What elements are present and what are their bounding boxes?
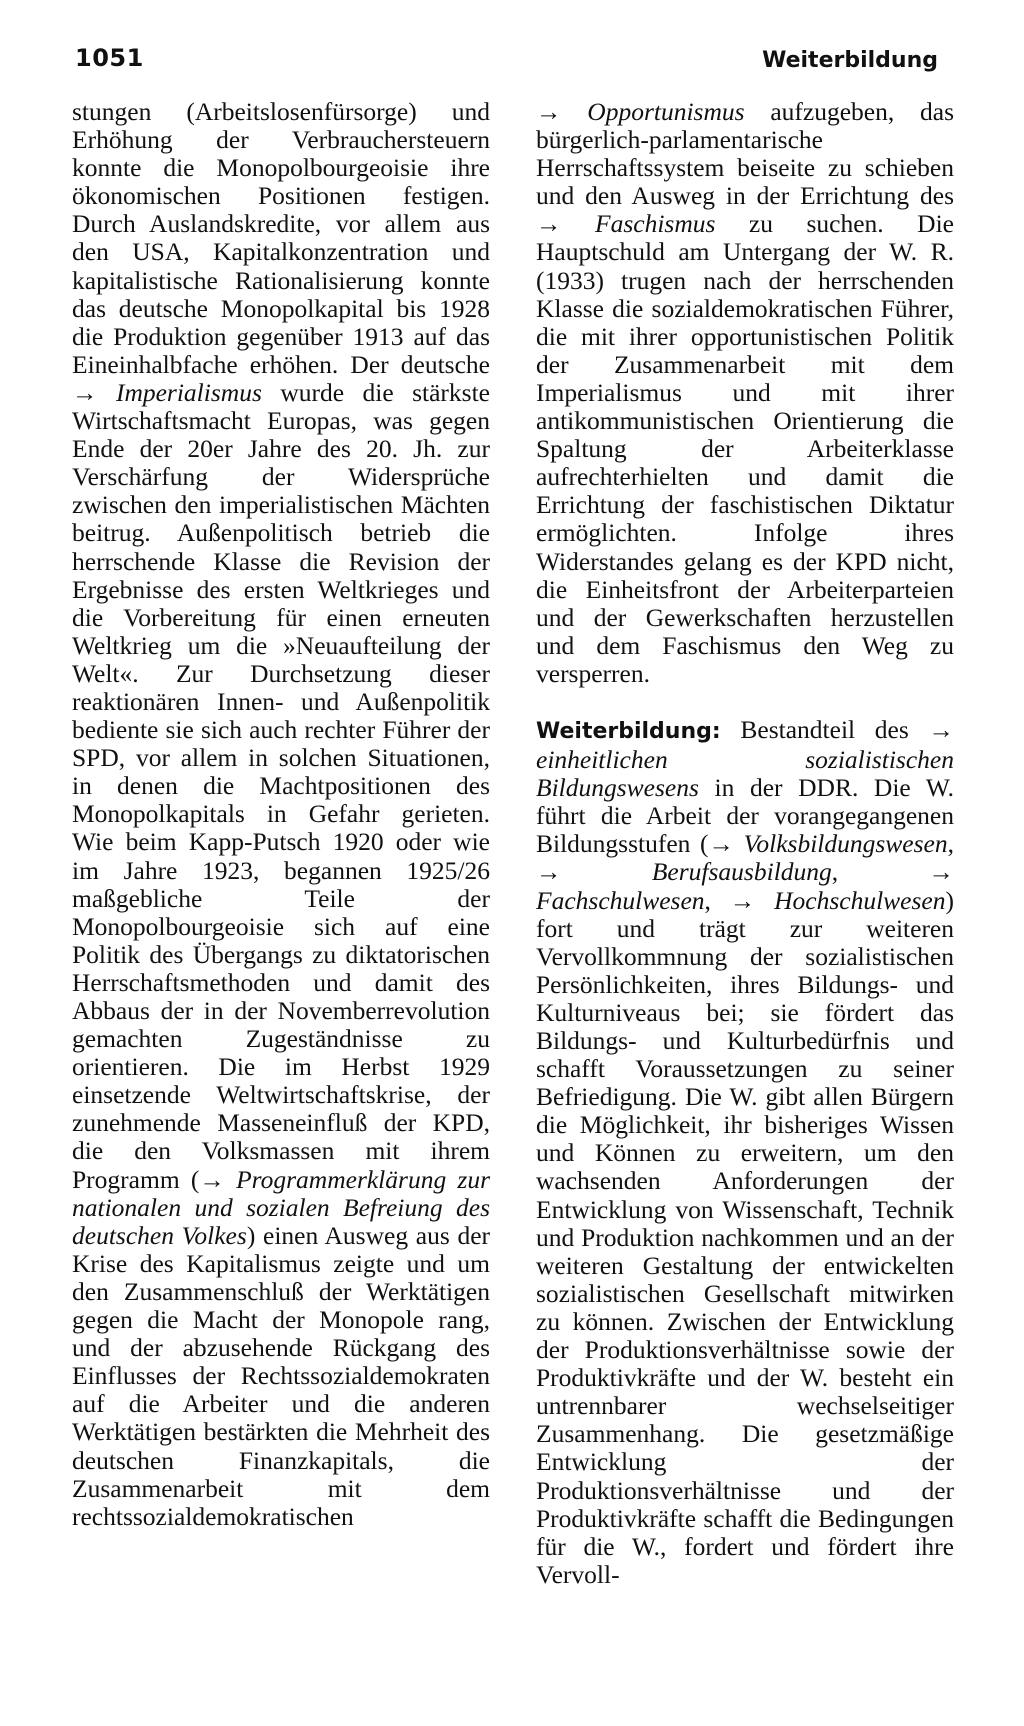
cross-reference: Fachschulwesen (536, 885, 705, 915)
text-run: aufzugeben, das bürgerlich-parlamentarische Herrschaftssystem beiseite zu schieben und den Ausweg in der Errichtung des → (536, 97, 954, 239)
page-number: 1051 (75, 44, 144, 72)
right-column (536, 98, 954, 1589)
text-run: ) fort und trägt zur weiteren Vervollkommnung der sozialistischen Persönlichkeiten, ihres Bildungs- und Kulturniveaus bei; sie fördert das Bildungs- und Kulturbedürfnis und schafft Voraussetzungen zu seiner Befriedigung. Die W. gibt allen Bürgern die Möglichkeit, ihr bisheriges Wissen und Können zu erweitern, um den wachsenden Anforderungen der Entwicklung von Wissenschaft, Technik und Produktion nachkommen und an der weiteren Gestaltung der entwickelten sozialistischen Gesellschaft mitwirken zu können. Zwischen der Entwicklung der Produktionsverhältnisse sowie der Produktivkräfte und der W. besteht ein untrennbarer wechselseitiger Zusammenhang. Die gesetzmäßige Entwicklung der Produktionsverhältnisse und der Produktivkräfte schafft die Bedingungen für die W., fordert und fördert ihre Vervoll- (536, 885, 954, 1589)
left-paragraph (72, 98, 490, 1531)
cross-reference: einheitlichen sozialistischen Bildungswesens (536, 745, 954, 803)
cross-reference: Hochschulwesen (774, 885, 946, 915)
text-run: wurde die stärkste Wirtschaftsmacht Europas, was gegen Ende der 20er Jahre des 20. Jh. zur Verschärfung der Widersprüche zwischen den imperialistischen Mächten beitrug. Außenpolitisch betrieb die herrschende Klasse die Revision der Ergebnisse des ersten Weltkrieges und die Vorbereitung für einen erneuten Weltkrieg um die »Neuaufteilung der Welt«. Zur Durchsetzung dieser reaktionären Innen- und Außenpolitik bediente sie sich auch rechter Führer der SPD, vor allem in solchen Situationen, in denen die Machtpositionen des Monopolkapitals in Gefahr gerieten. Wie beim Kapp-Putsch 1920 oder wie im Jahre 1923, begannen 1925/26 maßgebliche Teile der Monopolbourgeoisie sich auf eine Politik des Übergangs zu diktatorischen Herrschaftsmethoden und damit des Abbaus der in der Novemberrevolution gemachten Zugeständnisse zu orientieren. Die im Herbst 1929 einsetzende Weltwirtschaftskrise, der zunehmende Masseneinfluß der KPD, die den Volksmassen mit ihrem Programm (→ (72, 377, 490, 1194)
text-run: stungen (Arbeitslosenfürsorge) und Erhöhung der Verbrauchersteuern konnte die Monopolbourgeoisie ihre ökonomischen Positionen festigen. Durch Auslandskredite, vor allem aus den USA, Kapitalkonzentration und kapitalistische Rationalisierung konnte das deutsche Monopolkapital bis 1928 die Produktion gegenüber 1913 auf das Eineinhalbfache erhöhen. Der deutsche → (72, 97, 490, 407)
left-column (72, 98, 490, 1531)
text-run: ) einen Ausweg aus der Krise des Kapitalismus zeigte und um den Zusammenschluß der Werktätigen gegen die Macht der Monopole rang, und der abzusehende Rückgang des Einflusses der Rechtssozialdemokraten auf die Arbeiter und die anderen Werktätigen bestärkten die Mehrheit des deutschen Finanzkapitals, die Zusammenarbeit mit dem rechtssozialdemokratischen (72, 1220, 491, 1531)
right-paragraph-continued (536, 98, 954, 688)
entry-headword: Weiterbildung: (536, 718, 721, 744)
cross-reference: Imperialismus (115, 377, 262, 407)
entry-weiterbildung (536, 716, 954, 1589)
cross-reference: Volksbildungswesen (743, 829, 948, 859)
cross-reference: Berufsausbildung (651, 857, 832, 887)
text-run: → (536, 97, 588, 126)
cross-reference: Programmerklärung zur nationalen und sozialen Befreiung des deutschen Volkes (72, 1164, 490, 1250)
running-head: Weiterbildung (762, 48, 938, 73)
text-run: , → (536, 829, 954, 887)
cross-reference: Faschismus (595, 209, 716, 239)
text-run: zu suchen. Die Hauptschuld am Untergang der W. R. (1933) trugen nach der herrschenden Klasse die sozialdemokratischen Führer, die mit ihrer opportunistischen Politik der Zusammenarbeit mit dem Imperialismus und mit ihrer antikommunistischen Orientierung die Spaltung der Arbeiterklasse aufrechterhielten und damit die Errichtung der faschistischen Diktatur ermöglichten. Infolge ihres Widerstandes gelang es der KPD nicht, die Einheitsfront der Arbeiterparteien und der Gewerkschaften herzustellen und dem Faschismus den Weg zu versperren. (536, 209, 954, 688)
text-run: , → (831, 857, 955, 887)
text-run: Bestandteil des → (720, 714, 954, 744)
cross-reference: Opportunismus (587, 97, 745, 126)
text-run: in der DDR. Die W. führt die Arbeit der vorangegangenen Bildungsstufen (→ (536, 773, 954, 859)
text-run: , → (704, 885, 775, 915)
